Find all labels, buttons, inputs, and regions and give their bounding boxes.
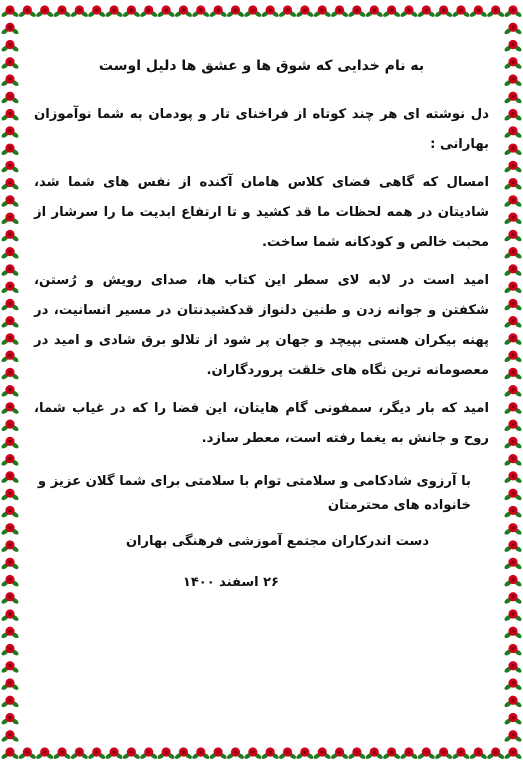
rose-icon (0, 661, 19, 674)
rose-icon (0, 178, 19, 191)
rose-icon (0, 747, 19, 760)
rose-icon (503, 92, 522, 105)
rose-icon (295, 747, 314, 760)
rose-icon (503, 575, 522, 588)
rose-icon (503, 57, 522, 70)
rose-icon (191, 747, 210, 760)
rose-icon (87, 5, 106, 18)
rose-icon (313, 5, 332, 18)
rose-icon (122, 747, 141, 760)
rose-icon (105, 747, 124, 760)
rose-icon (0, 333, 19, 346)
rose-icon (469, 747, 488, 760)
rose-icon (451, 5, 470, 18)
rose-icon (347, 5, 366, 18)
rose-icon (503, 230, 522, 243)
rose-icon (503, 644, 522, 657)
rose-icon (18, 747, 37, 760)
rose-icon (0, 627, 19, 640)
rose-icon (0, 609, 19, 622)
letter-date: ۲۶ اسفند ۱۴۰۰ (182, 575, 279, 590)
rose-icon (503, 385, 522, 398)
rose-icon (503, 713, 522, 726)
rose-icon (243, 747, 262, 760)
rose-icon (330, 747, 349, 760)
rose-icon (261, 747, 280, 760)
rose-icon (503, 195, 522, 208)
rose-icon (503, 747, 522, 760)
rose-icon (365, 5, 384, 18)
rose-icon (503, 437, 522, 450)
rose-icon (503, 281, 522, 294)
signature: دست اندرکاران مجتمع آموزشی فرهنگی بهاران (125, 534, 429, 549)
rose-icon (503, 109, 522, 122)
paragraph-2: امسال که گاهی فضای کلاس هامان آکنده از نفس های شما شد، شادیتان در همه لحظات ما قد کشید و تا ارتفاع ابدیت ما را سرشار از محبت خالص و کودکانه شما ساخت. (34, 175, 489, 250)
rose-icon (70, 5, 89, 18)
rose-icon (122, 5, 141, 18)
rose-icon (0, 247, 19, 260)
rose-icon (0, 40, 19, 53)
rose-icon (399, 747, 418, 760)
rose-icon (0, 57, 19, 70)
rose-icon (139, 5, 158, 18)
rose-icon (382, 747, 401, 760)
rose-icon (417, 747, 436, 760)
rose-icon (503, 661, 522, 674)
rose-icon (52, 5, 71, 18)
rose-icon (434, 5, 453, 18)
closing-wish: با آرزوی شادکامی و سلامتی توام با سلامتی برای شما گلان عزیز و خانواده های محترمتان (37, 474, 471, 513)
rose-icon (486, 747, 505, 760)
rose-icon (191, 5, 210, 18)
rose-icon (157, 5, 176, 18)
rose-icon (0, 402, 19, 415)
rose-icon (0, 316, 19, 329)
rose-icon (0, 454, 19, 467)
rose-icon (0, 575, 19, 588)
rose-icon (503, 299, 522, 312)
letter-content (34, 58, 489, 722)
rose-icon (0, 109, 19, 122)
rose-icon (503, 471, 522, 484)
rose-icon (0, 264, 19, 277)
rose-icon (174, 747, 193, 760)
rose-icon (105, 5, 124, 18)
rose-icon (0, 368, 19, 381)
rose-icon (347, 747, 366, 760)
rose-icon (278, 5, 297, 18)
rose-icon (0, 385, 19, 398)
rose-icon (503, 368, 522, 381)
rose-icon (0, 161, 19, 174)
rose-icon (0, 92, 19, 105)
rose-icon (503, 540, 522, 553)
rose-icon (278, 747, 297, 760)
rose-icon (503, 23, 522, 36)
letter-title: به نام خدایی که شوق ها و عشق ها دلیل اوست (98, 58, 425, 74)
rose-icon (0, 558, 19, 571)
rose-icon (0, 437, 19, 450)
rose-icon (209, 747, 228, 760)
rose-icon (503, 40, 522, 53)
rose-icon (157, 747, 176, 760)
rose-icon (0, 351, 19, 364)
rose-icon (0, 420, 19, 433)
rose-icon (503, 730, 522, 743)
rose-icon (503, 523, 522, 536)
rose-icon (503, 678, 522, 691)
rose-icon (0, 5, 19, 18)
paragraph-3: امید است در لابه لای سطر این کتاب ها، صدای رویش و رُستن، شکفتن و جوانه زدن و طنین دلنواز قدکشیدنتان در مسیر انسانیت، در پهنه بیکران هستی بپیچد و جهان پر شود از تلالو برق شادی و امید در معصومانه ترین نگاه های خلقت پروردگاران. (34, 273, 489, 378)
rose-icon (0, 23, 19, 36)
rose-icon (503, 696, 522, 709)
rose-icon (503, 558, 522, 571)
rose-icon (0, 713, 19, 726)
rose-icon (243, 5, 262, 18)
paragraph-1: دل نوشته ای هر چند کوتاه از فراخنای تار و پودمان به شما نوآموزان بهارانی : (34, 107, 489, 152)
rose-icon (52, 747, 71, 760)
rose-icon (503, 351, 522, 364)
rose-icon (87, 747, 106, 760)
rose-icon (0, 678, 19, 691)
rose-icon (0, 212, 19, 225)
rose-icon (139, 747, 158, 760)
rose-icon (0, 143, 19, 156)
rose-icon (503, 592, 522, 605)
rose-icon (503, 126, 522, 139)
rose-icon (503, 161, 522, 174)
rose-icon (503, 454, 522, 467)
rose-icon (503, 489, 522, 502)
rose-icon (503, 420, 522, 433)
rose-icon (0, 126, 19, 139)
rose-icon (503, 212, 522, 225)
rose-icon (261, 5, 280, 18)
rose-icon (0, 540, 19, 553)
rose-icon (0, 489, 19, 502)
rose-icon (503, 143, 522, 156)
rose-icon (295, 5, 314, 18)
rose-icon (0, 644, 19, 657)
rose-icon (503, 264, 522, 277)
rose-icon (18, 5, 37, 18)
rose-icon (469, 5, 488, 18)
rose-icon (35, 5, 54, 18)
rose-icon (503, 506, 522, 519)
rose-icon (174, 5, 193, 18)
rose-icon (226, 747, 245, 760)
rose-icon (70, 747, 89, 760)
rose-icon (399, 5, 418, 18)
rose-icon (451, 747, 470, 760)
rose-icon (365, 747, 384, 760)
rose-icon (0, 696, 19, 709)
rose-icon (226, 5, 245, 18)
rose-icon (503, 402, 522, 415)
rose-icon (503, 5, 522, 18)
rose-icon (0, 299, 19, 312)
paragraph-4: امید که بار دیگر، سمفونی گام هایتان، این فضا را که در غیاب شما، روح و جانش به یغما رفته است، معطر سازد. (34, 401, 489, 446)
rose-icon (313, 747, 332, 760)
rose-icon (35, 747, 54, 760)
rose-icon (382, 5, 401, 18)
rose-icon (0, 471, 19, 484)
rose-icon (503, 316, 522, 329)
rose-icon (503, 247, 522, 260)
rose-icon (503, 74, 522, 87)
rose-icon (209, 5, 228, 18)
rose-icon (0, 230, 19, 243)
rose-icon (0, 523, 19, 536)
rose-icon (0, 74, 19, 87)
rose-icon (434, 747, 453, 760)
rose-icon (486, 5, 505, 18)
rose-icon (0, 195, 19, 208)
rose-icon (503, 333, 522, 346)
rose-icon (0, 506, 19, 519)
rose-icon (503, 609, 522, 622)
rose-icon (0, 592, 19, 605)
rose-icon (330, 5, 349, 18)
rose-icon (0, 281, 19, 294)
rose-icon (417, 5, 436, 18)
rose-icon (0, 730, 19, 743)
rose-icon (503, 627, 522, 640)
rose-icon (503, 178, 522, 191)
